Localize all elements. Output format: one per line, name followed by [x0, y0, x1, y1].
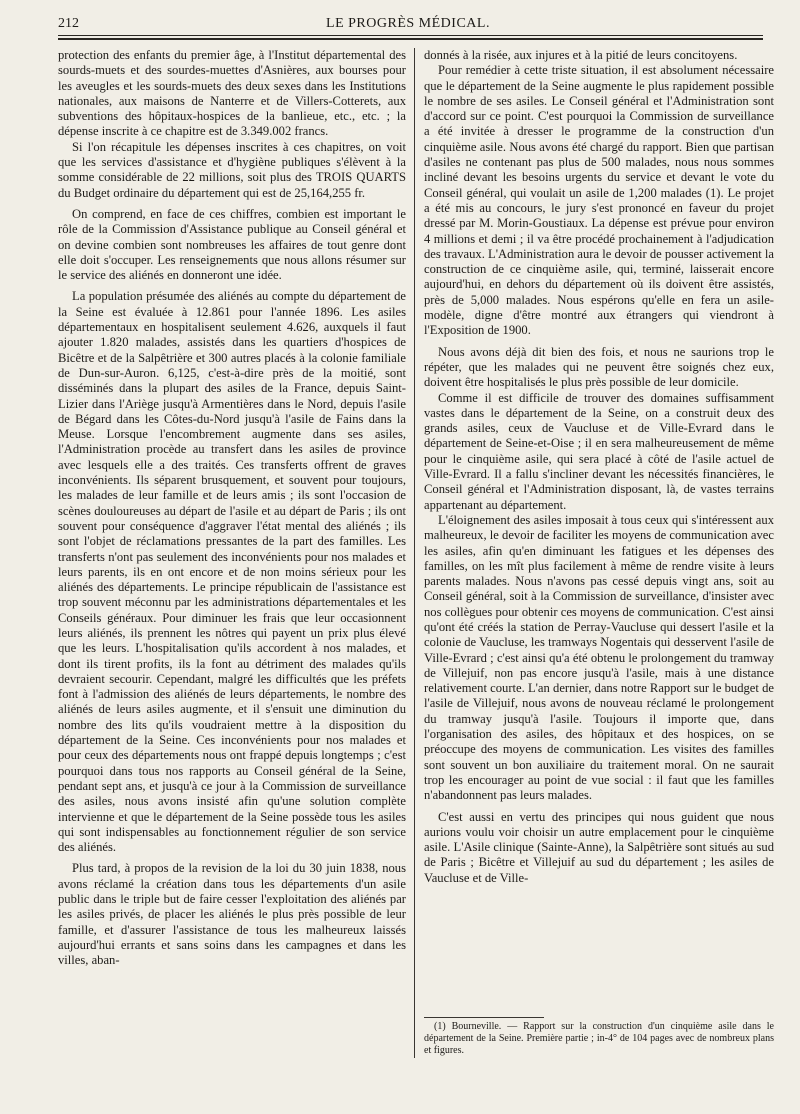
header-rule-double: [58, 38, 763, 40]
paragraph: Plus tard, à propos de la revision de la loi du 30 juin 1838, nous avons réclamé la création dans tous les départements d'un asile public dans le triple but de faire cesser l'exploitation des aliénés par les asiles privés, de placer les aliénés le plus près possible de leur famille, et d'assurer l'assistance de tous les malheureux laissés aujourd'hui errants et sans soins dans les campagnes et dans les villes, aban-: [58, 861, 406, 968]
paragraph: Nous avons déjà dit bien des fois, et nous ne saurions trop le répéter, que les malades qui ne peuvent être soignés chez eux, doivent être hospitalisés le plus près possible de leur domicile.: [424, 344, 774, 390]
paragraph: C'est aussi en vertu des principes qui nous guident que nous aurions voulu voir choisir un autre emplacement pour le cinquième asile. L'Asile clinique (Sainte-Anne), la Salpêtrière sont situés au sud de Paris ; Bicêtre et Villejuif au sud du département ; les asiles de Vaucluse et de Ville-: [424, 809, 774, 885]
left-column: [58, 48, 406, 969]
running-title: LE PROGRÈS MÉDICAL.: [326, 16, 490, 31]
paragraph: Pour remédier à cette triste situation, il est absolument nécessaire que le département de la Seine augmente le plus rapidement possible le nombre de ses asiles. Le Conseil général et l'Administration sont d'accord sur ce point. C'est pourquoi la Commission de surveillance a été invitée à dresser le programme de la construction d'un cinquième asile. Nous avons été chargé du rapport. Bien que partisan d'asiles ne contenant pas plus de 500 malades, nous nous sommes incliné devant les besoins urgents du service et devant le vote du Conseil général, qui voulait un asile de 1,200 malades (1). Le projet a été mis au concours, le jury s'est prononcé en faveur du projet dressé par M. Morin-Goustiaux. La dépense est prévue pour environ 4 millions et demi ; il va être procédé prochainement à l'adjudication des travaux. L'Administration aura le devoir de pousser activement la construction de ce cinquième asile, qui, terminé, laisserait encore aujourd'hui, en dehors du département où ils doivent être assistés, près de 5,000 malades. Nous espérons qu'elle en fera un asile-modèle, digne d'être montré aux étrangers qui viendront à l'Exposition de 1900.: [424, 63, 774, 338]
footnote-rule: [424, 1017, 544, 1018]
paragraph: Comme il est difficile de trouver des domaines suffisamment vastes dans le département de la Seine, on a construit deux des grands asiles, ceux de Vaucluse et de Ville-Evrard dans le département de Seine-et-Oise ; il en sera malheureusement de même pour le cinquième asile, qui sera placé à côté de l'asile actuel de Ville-Evrard. Il a fallu s'incliner devant les nécessités financières, le Conseil général et l'Administration disposant, là, de vastes terrains appartenant au département.: [424, 390, 774, 512]
paragraph: L'éloignement des asiles imposait à tous ceux qui s'intéressent aux malheureux, le devoir de faciliter les moyens de communication avec les asiles, afin qu'en diminuant les fatigues et les dépenses des familles, on les mît plus facilement à même de rendre visite à leurs parents malades. Nous n'avons pas cessé depuis vingt ans, soit au Conseil général, soit à la Commission de surveillance, d'insister avec nos collègues pour obtenir ces moyens de communication. C'est ainsi qu'ont été créés la station de Perray-Vaucluse qui dessert l'asile et la colonie de Vaucluse, les tramways Nogentais qui desservent l'asile de Ville-Evrard ; c'est ainsi qu'a été obtenu le prolongement du tramway de Villejuif, non pas encore jusqu'à l'asile, mais à une distance relativement courte. L'an dernier, dans notre Rapport sur le budget de l'asile de Villejuif, nous avons de nouveau réclamé le prolongement du tramway jusqu'à l'asile. Toujours il importe que, dans l'organisation des asiles, des hôpitaux et des hospices, on se préoccupe des moyens de communication. Les visites des familles sont souvent un bon auxiliaire du traitement moral. On ne saurait trop les encourager au point de vue social : il faut que les familles n'abandonnent pas leurs malades.: [424, 512, 774, 803]
paragraph: La population présumée des aliénés au compte du département de la Seine est évaluée à 12.861 pour l'année 1896. Les asiles départementaux en hospitalisent seulement 4.626, auxquels il faut ajouter 1.820 malades, assistés dans les quartiers d'hospices de Bicêtre et de la Salpêtrière et 300 autres placés à la colonie familiale de Dun-sur-Auron. 6,125, c'est-à-dire près de la moitié, sont disséminés dans la plupart des asiles de la France, depuis Saint-Lizier dans l'Ariège jusqu'à Armentières dans le Nord, depuis l'asile de Bégard dans les Côtes-du-Nord jusqu'à l'asile de Fains dans la Meuse. Lorsque l'encombrement augmente dans ses asiles, l'Administration procède au transfert dans les asiles de province avec lesquels elle a des traités. Ces transferts offrent de graves inconvénients. Ils séparent brusquement, et souvent pour toujours, les malades de leur famille et de leurs amis ; ils sont l'occasion de scènes douloureuses au départ de l'asile et au départ de Paris ; ils ont souvent pour conséquence d'aggraver l'état mental des aliénés ; ils sont l'objet de réclamations pressantes de la part des familles. Les transferts n'ont pas seulement des inconvénients pour nos malades et leurs parents, ils en ont encore et de non moins sérieux pour les aliénés des départements. Le principe républicain de l'assistance est trop souvent méconnu par les administrations départementales et les Conseils généraux. Pour diminuer les frais que leur occasionnent leurs aliénés, ils prennent les nôtres qui payent un prix plus élevé que les leurs. L'hospitalisation qu'ils accordent à nos malades, et dont ils tirent profits, ils la font au détriment des malades qu'ils devraient secourir. Cependant, malgré les difficultés que les préfets font à l'admission des aliénés de leurs départements, le nombre des aliénés de leurs asiles augmente, et il s'ensuit une diminution du nombre des lits qu'ils voudraient mettre à la disposition du département de la Seine. Ces inconvénients pour nos malades et pour ceux des départements nous ont frappé depuis longtemps ; c'est pourquoi dans tous nos rapports au Conseil général de la Seine, pendant sept ans, et jusqu'à ce jour à la Commission de surveillance des asiles, nous avons insisté afin qu'une solution complète intervienne et que le département de la Seine possède tous les asiles qui sont indispensables au fonctionnement régulier de son service des aliénés.: [58, 289, 406, 855]
column-divider: [414, 48, 415, 1058]
page-header: [58, 16, 758, 36]
paragraph: donnés à la risée, aux injures et à la pitié de leurs concitoyens.: [424, 48, 738, 62]
footnote-text: (1) Bourneville. — Rapport sur la construction d'un cinquième asile dans le département de la Seine. Première partie ; in-4° de 104 pages avec de nombreux plans et figures.: [424, 1021, 774, 1056]
paragraph: On comprend, en face de ces chiffres, combien est important le rôle de la Commission d'Assistance publique au Conseil général et on devine combien sont nombreuses les affaires de tout genre dont elle doit s'occuper. Les renseignements que nous allons résumer sur le service des aliénés en donneront une idée.: [58, 206, 406, 283]
paragraph: protection des enfants du premier âge, à l'Institut départemental des sourds-muets et des sourdes-muettes d'Asnières, aux bourses pour les aveugles et les sourds-muets des deux sexes dans les Institutions nationales, aux maisons de Nanterre et de Villers-Cotterets, aux subventions des hôpitaux-hospices de la banlieue, etc., etc. ; la dépense inscrite à ce chapitre est de 3.349.002 francs.: [58, 48, 406, 139]
paragraph: Si l'on récapitule les dépenses inscrites à ces chapitres, on voit que les services d'assistance et d'hygiène publiques s'élèvent à la somme considérable de 22 millions, soit plus des TROIS QUARTS du Budget ordinaire du département qui est de 25,164,255 fr.: [58, 139, 406, 200]
page-number: 212: [58, 16, 79, 31]
footnote: [424, 1021, 774, 1057]
header-rule: [58, 35, 763, 36]
right-column: [424, 48, 774, 886]
